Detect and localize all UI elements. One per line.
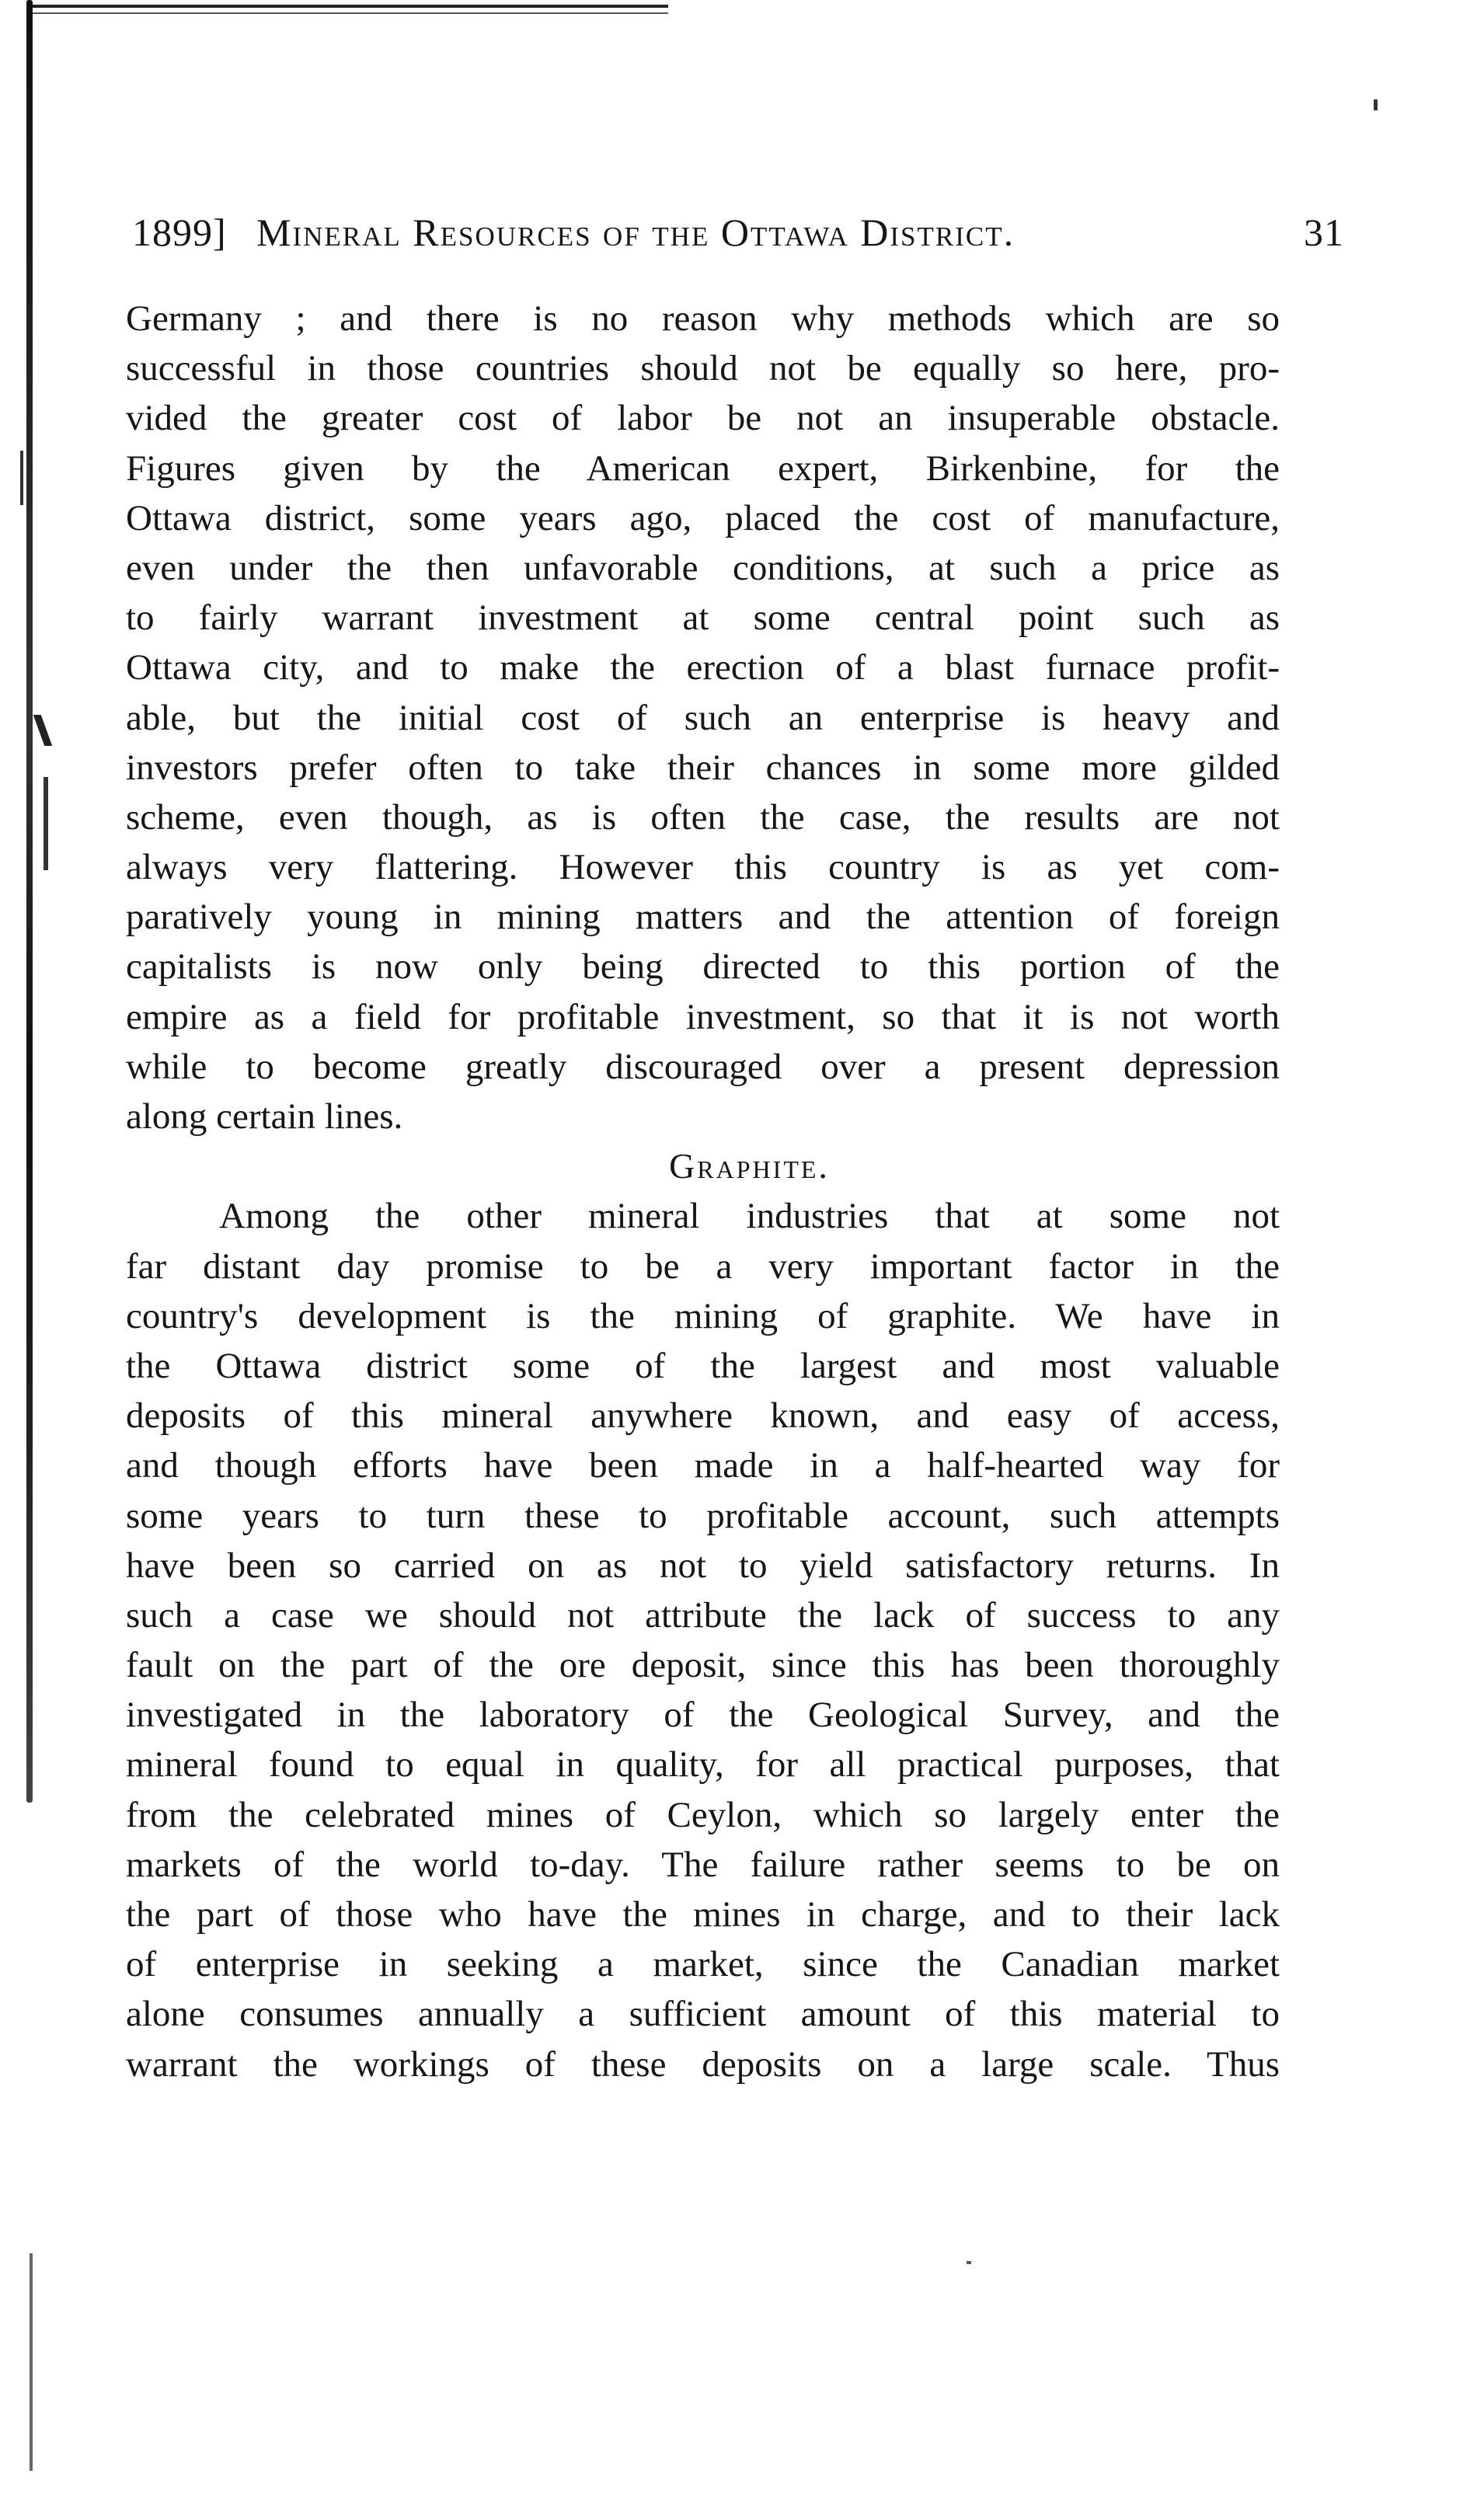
text-line: Ottawa city, and to make the erection of a blast furnace profit- — [126, 647, 1280, 688]
text-line: and though efforts have been made in a half-hearted way for — [126, 1445, 1280, 1486]
text-line: the part of those who have the mines in charge, and to their lack — [126, 1894, 1280, 1935]
running-head — [132, 210, 1344, 272]
text-line: markets of the world to-day. The failure rather seems to be on — [126, 1844, 1280, 1885]
text-line: from the celebrated mines of Ceylon, which so largely enter the — [126, 1794, 1280, 1835]
scan-top-rule — [31, 5, 668, 8]
text-line: Figures given by the American expert, Birkenbine, for the — [126, 448, 1280, 489]
scan-left-edge-lower — [30, 2253, 33, 2471]
scan-edge-mark — [33, 715, 53, 746]
text-line: mineral found to equal in quality, for all practical purposes, that — [126, 1744, 1280, 1786]
scan-left-edge — [26, 0, 33, 1803]
text-line: even under the then unfavorable conditions, at such a price as — [126, 547, 1280, 588]
text-line: investigated in the laboratory of the Geological Survey, and the — [126, 1695, 1280, 1736]
paragraph-graphite — [126, 1191, 1280, 2089]
text-line: vided the greater cost of labor be not an insuperable obstacle. — [126, 398, 1280, 439]
scan-edge-mark — [20, 451, 23, 505]
text-line: have been so carried on as not to yield satisfactory returns. In — [126, 1545, 1280, 1586]
text-line: Ottawa district, some years ago, placed the cost of manufacture, — [126, 497, 1280, 538]
text-line: far distant day promise to be a very important factor in the — [126, 1246, 1280, 1287]
body-text — [126, 294, 1280, 2089]
text-line: alone consumes annually a sufficient amount of this material to — [126, 1994, 1280, 2035]
text-line: country's development is the mining of graphite. We have in — [126, 1295, 1280, 1336]
scan-speck — [967, 2261, 971, 2264]
text-line: always very flattering. However this country is as yet com- — [126, 847, 1280, 888]
paragraph-continued — [126, 294, 1280, 1141]
text-line: along certain lines. — [126, 1096, 403, 1137]
text-line: some years to turn these to profitable account, such attempts — [126, 1495, 1280, 1536]
text-line: such a case we should not attribute the lack of success to any — [126, 1594, 1280, 1636]
page-number: 31 — [1304, 211, 1344, 254]
text-line: the Ottawa district some of the largest and most valuable — [126, 1345, 1280, 1386]
text-line: deposits of this mineral anywhere known, and easy of access, — [126, 1395, 1280, 1437]
text-line: investors prefer often to take their chances in some more gilded — [126, 747, 1280, 788]
text-line: Among the other mineral industries that at some not — [219, 1196, 1280, 1237]
text-line: empire as a field for profitable investment, so that it is not worth — [126, 996, 1280, 1037]
section-heading: Graphite. — [669, 1146, 830, 1186]
text-line: Germany ; and there is no reason why methods which are so — [126, 298, 1280, 339]
text-line: able, but the initial cost of such an enterprise is heavy and — [126, 697, 1280, 738]
text-line: warrant the workings of these deposits on a large scale. Thus — [126, 2043, 1280, 2085]
text-line: capitalists is now only being directed to this portion of the — [126, 946, 1280, 988]
text-line: while to become greatly discouraged over a present depression — [126, 1046, 1280, 1087]
text-line: successful in those countries should not be equally so here, pro- — [126, 348, 1280, 389]
scan-edge-mark — [44, 777, 48, 870]
scan-top-rule-thin — [31, 12, 668, 14]
text-line: of enterprise in seeking a market, since the Canadian market — [126, 1944, 1280, 1985]
text-line: to fairly warrant investment at some central point such as — [126, 598, 1280, 639]
text-line: fault on the part of the ore deposit, since this has been thoroughly — [126, 1645, 1280, 1686]
running-head-year: 1899] — [132, 211, 227, 254]
text-line: scheme, even though, as is often the case, the results are not — [126, 796, 1280, 838]
scan-speck — [1374, 99, 1378, 110]
running-head-title: Mineral Resources of the Ottawa District. — [256, 211, 1015, 254]
text-line: paratively young in mining matters and the attention of foreign — [126, 897, 1280, 938]
